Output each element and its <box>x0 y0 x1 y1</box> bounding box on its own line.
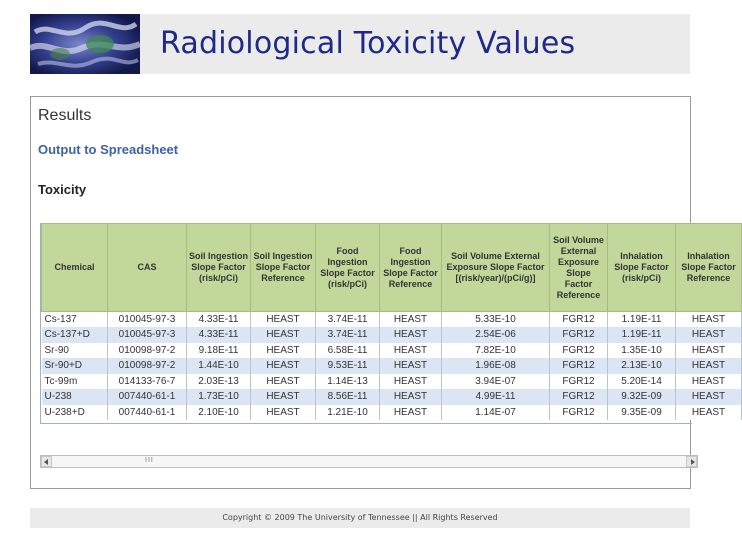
table-cell: HEAST <box>676 358 742 374</box>
table-cell: 010098-97-2 <box>108 343 187 359</box>
table-cell: 1.73E-10 <box>187 389 251 405</box>
table-row <box>42 389 742 405</box>
column-header: Food Ingestion Slope Factor (risk/pCi) <box>316 224 380 312</box>
table-cell: 9.32E-09 <box>608 389 676 405</box>
table-cell: Cs-137 <box>42 312 108 328</box>
toxicity-table <box>41 223 742 420</box>
table-cell: HEAST <box>251 327 316 343</box>
table-cell: 010045-97-3 <box>108 312 187 328</box>
scroll-right-arrow-icon[interactable] <box>686 456 697 467</box>
scrollbar-grip[interactable]: III <box>145 457 154 464</box>
table-header-row <box>42 224 742 312</box>
column-header: Soil Volume External Exposure Slope Factor [(risk/year)/(pCi/g)] <box>442 224 550 312</box>
table-cell: 4.99E-11 <box>442 389 550 405</box>
column-header: Soil Ingestion Slope Factor (risk/pCi) <box>187 224 251 312</box>
table-cell: 014133-76-7 <box>108 374 187 390</box>
table-cell: Sr-90 <box>42 343 108 359</box>
table-cell: FGR12 <box>550 358 608 374</box>
table-row <box>42 312 742 328</box>
table-cell: 4.33E-11 <box>187 327 251 343</box>
table-cell: 2.54E-06 <box>442 327 550 343</box>
table-cell: HEAST <box>380 343 442 359</box>
table-cell: HEAST <box>676 374 742 390</box>
column-header: CAS <box>108 224 187 312</box>
column-header: Inhalation Slope Factor Reference <box>676 224 742 312</box>
table-cell: FGR12 <box>550 389 608 405</box>
earth-satellite-logo <box>30 14 140 74</box>
table-row <box>42 358 742 374</box>
table-cell: HEAST <box>676 327 742 343</box>
scroll-left-arrow-icon[interactable] <box>41 456 52 467</box>
table-cell: HEAST <box>380 389 442 405</box>
column-header: Chemical <box>42 224 108 312</box>
table-cell: 9.35E-09 <box>608 405 676 421</box>
slide-header <box>30 14 690 74</box>
table-cell: HEAST <box>251 312 316 328</box>
table-cell: 007440-61-1 <box>108 389 187 405</box>
table-cell: HEAST <box>380 312 442 328</box>
table-cell: 007440-61-1 <box>108 405 187 421</box>
table-row <box>42 374 742 390</box>
table-cell: 1.35E-10 <box>608 343 676 359</box>
table-cell: 3.74E-11 <box>316 327 380 343</box>
table-row <box>42 405 742 421</box>
table-cell: 3.94E-07 <box>442 374 550 390</box>
column-header: Food Ingestion Slope Factor Reference <box>380 224 442 312</box>
table-cell: HEAST <box>251 374 316 390</box>
table-cell: 9.53E-11 <box>316 358 380 374</box>
table-cell: 8.56E-11 <box>316 389 380 405</box>
table-cell: FGR12 <box>550 327 608 343</box>
horizontal-scrollbar[interactable] <box>40 455 698 468</box>
table-cell: HEAST <box>251 358 316 374</box>
table-cell: 1.19E-11 <box>608 327 676 343</box>
table-cell: HEAST <box>380 327 442 343</box>
table-cell: HEAST <box>251 405 316 421</box>
table-cell: FGR12 <box>550 312 608 328</box>
table-cell: 010045-97-3 <box>108 327 187 343</box>
table-cell: HEAST <box>676 389 742 405</box>
toxicity-table-viewport[interactable] <box>40 223 736 424</box>
table-cell: 010098-97-2 <box>108 358 187 374</box>
column-header: Inhalation Slope Factor (risk/pCi) <box>608 224 676 312</box>
table-cell: 1.14E-13 <box>316 374 380 390</box>
toxicity-heading: Toxicity <box>38 182 87 197</box>
table-cell: FGR12 <box>550 374 608 390</box>
table-cell: 2.13E-10 <box>608 358 676 374</box>
table-cell: 1.44E-10 <box>187 358 251 374</box>
table-cell: Cs-137+D <box>42 327 108 343</box>
table-cell: 2.10E-10 <box>187 405 251 421</box>
results-heading: Results <box>38 107 92 124</box>
table-cell: HEAST <box>251 389 316 405</box>
table-cell: 1.21E-10 <box>316 405 380 421</box>
table-cell: 6.58E-11 <box>316 343 380 359</box>
table-cell: HEAST <box>251 343 316 359</box>
table-cell: HEAST <box>380 358 442 374</box>
output-to-spreadsheet-link[interactable]: Output to Spreadsheet <box>38 142 179 157</box>
table-cell: U-238+D <box>42 405 108 421</box>
table-cell: HEAST <box>676 343 742 359</box>
table-cell: 7.82E-10 <box>442 343 550 359</box>
table-cell: 1.19E-11 <box>608 312 676 328</box>
results-panel <box>30 96 736 489</box>
table-cell: 1.96E-08 <box>442 358 550 374</box>
page-title: Radiological Toxicity Values <box>160 26 576 61</box>
table-cell: HEAST <box>380 374 442 390</box>
table-cell: 4.33E-11 <box>187 312 251 328</box>
table-cell: Sr-90+D <box>42 358 108 374</box>
table-cell: 3.74E-11 <box>316 312 380 328</box>
table-row <box>42 327 742 343</box>
table-row <box>42 343 742 359</box>
table-cell: U-238 <box>42 389 108 405</box>
table-cell: 2.03E-13 <box>187 374 251 390</box>
table-cell: 1.14E-07 <box>442 405 550 421</box>
column-header: Soil Volume External Exposure Slope Factor Reference <box>550 224 608 312</box>
table-cell: HEAST <box>676 312 742 328</box>
table-cell: FGR12 <box>550 405 608 421</box>
table-cell: 9.18E-11 <box>187 343 251 359</box>
table-cell: HEAST <box>380 405 442 421</box>
table-cell: 5.20E-14 <box>608 374 676 390</box>
table-cell: Tc-99m <box>42 374 108 390</box>
footer-copyright: Copyright © 2009 The University of Tennessee || All Rights Reserved <box>30 508 690 528</box>
table-cell: HEAST <box>676 405 742 421</box>
column-header: Soil Ingestion Slope Factor Reference <box>251 224 316 312</box>
table-cell: 5.33E-10 <box>442 312 550 328</box>
table-cell: FGR12 <box>550 343 608 359</box>
